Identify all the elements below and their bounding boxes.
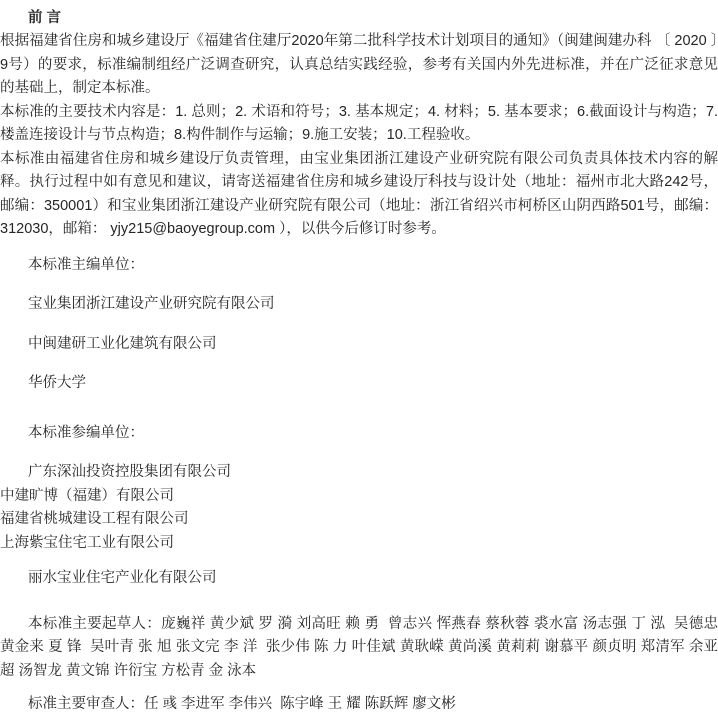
heading-participant-units: 本标准参编单位： bbox=[28, 424, 144, 441]
participant-org: 丽水宝业住宅产业化有限公司 bbox=[28, 570, 217, 586]
spacer bbox=[0, 555, 718, 567]
spacer bbox=[0, 591, 718, 613]
paragraph-technical-contents: 本标准的主要技术内容是：1. 总则；2. 术语和符号；3. 基本规定；4. 材料；5. 基本要求；6.截面设计与构造；7.楼盖连接设计与节点构造；8.构件制作与运输；9.施工安装；10.工程验收。 bbox=[0, 103, 718, 143]
spacer bbox=[0, 396, 718, 422]
chief-editor-org: 中闽建研工业化建筑有限公司 bbox=[28, 335, 217, 352]
participant-org: 福建省桃城建设工程有限公司 bbox=[0, 511, 189, 527]
spacer bbox=[0, 317, 718, 333]
paragraph-notice-basis: 根据福建省住房和城乡建设厅《福建省住建厅2020年第二批科学技术计划项目的通知》（闽建闽建办科 〔 2020 〕9号）的要求，标准编制组经广泛调查研究，认真总结实践经验，参考有关国内外先进标准，并在广泛征求意见的基础上，制定本标准。 bbox=[0, 33, 718, 96]
paragraph-management-contact: 本标准由福建省住房和城乡建设厅负责管理，由宝业集团浙江建设产业研究院有限公司负责具体技术内容的解释。执行过程中如有意见和建议，请寄送福建省住房和城乡建设厅科技与设计处（地址：福州市北大路242号，邮编：350001）和宝业集团浙江建设产业研究院有限公司（地址：浙江省绍兴市柯桥区山阴西路501号，邮编：312030，邮箱： yjy215@baoyegroup.com ），以供今后修订时参考。 bbox=[0, 150, 718, 237]
chief-editor-org: 华侨大学 bbox=[28, 375, 86, 391]
spacer bbox=[0, 277, 718, 293]
participant-org: 广东深汕投资控股集团有限公司 bbox=[28, 464, 231, 480]
chief-editor-org: 宝业集团浙江建设产业研究院有限公司 bbox=[28, 296, 275, 312]
participant-org: 上海紫宝住宅工业有限公司 bbox=[0, 534, 174, 551]
spacer bbox=[0, 356, 718, 372]
paragraph-main-reviewers: 标准主要审查人：任 彧 李进军 李伟兴 陈宇峰 王 耀 陈跃辉 廖文彬 bbox=[28, 696, 456, 712]
spacer bbox=[0, 445, 718, 461]
spacer bbox=[0, 683, 718, 693]
preface-title: 前 言 bbox=[28, 10, 62, 26]
participant-org: 中建旷博（福建）有限公司 bbox=[0, 487, 174, 504]
heading-chief-editor-units: 本标准主编单位： bbox=[28, 256, 144, 273]
spacer bbox=[0, 242, 718, 254]
paragraph-main-drafters: 本标准主要起草人：庞巍祥 黄少斌 罗 漪 刘高旺 赖 勇 曾志兴 恽燕春 蔡秋蓉 裘水富 汤志强 丁 泓 吴德忠 黄金来 夏 锋 吴叶青 张 旭 张文完 李 洋 张少伟 陈 力 叶佳斌 黄耿嵘 黄尚溪 黄莉莉 谢慕平 颜贞明 郑清军 余亚超 汤智龙 黄文锦 许衍宝 方松青 金 泳本 bbox=[0, 615, 718, 679]
